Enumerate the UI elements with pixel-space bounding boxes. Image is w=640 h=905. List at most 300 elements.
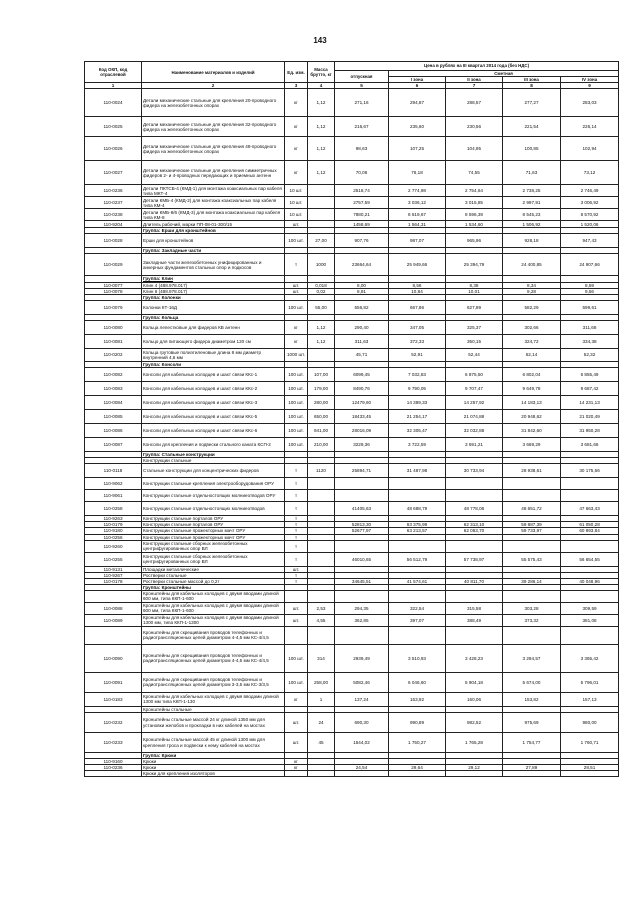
price-zone-4: 24 907,66 [561,254,619,276]
item-code: 110-0238 [85,209,142,221]
item-name: Детали КМБ-8/6 (КМД-3) для монтажа коаксиальных пар кабеля типа КМ-8 [142,209,285,221]
price-zone-4: 9,56 [561,288,619,294]
price-otpusk: 216,67 [335,117,389,137]
price-zone-3 [503,490,561,502]
item-unit: кг [285,137,308,161]
item-name: Конструкции стальные [142,458,285,464]
item-unit: т [285,502,308,516]
price-otpusk: 8,91 [335,288,389,294]
price-zone-4: 381,08 [561,614,619,626]
price-zone-4: 73,12 [561,161,619,185]
item-code: 110-0090 [85,644,142,672]
page-number: 143 [313,36,327,45]
header-mass: Масса брутто, кг [308,62,335,83]
item-name: Группа: Закладные части [142,248,285,254]
item-unit: 10 шт. [285,197,308,209]
price-otpusk: 137,24 [335,692,389,706]
table-row [85,590,619,602]
price-otpusk: 362,85 [335,614,389,626]
price-zone-2: 74,55 [446,161,503,185]
price-zone-3: 277,27 [503,89,561,117]
price-zone-2: 9 707,47 [446,382,503,396]
price-otpusk: 271,16 [335,89,389,117]
price-zone-2: 350,15 [446,334,503,348]
price-zone-3: 55 575,43 [503,552,561,566]
item-mass: 27,00 [308,234,335,248]
item-name: Крюки для крепления изоляторов [142,771,285,777]
price-zone-4: 980,00 [561,713,619,733]
price-zone-4: 2 746,49 [561,185,619,197]
price-zone-2: 29,12 [446,765,503,771]
price-zone-1: 63 375,99 [389,522,446,528]
item-unit: т [285,578,308,584]
price-zone-2 [446,590,503,602]
item-name: Кронштейны для кабельных колодцев с двумя вводами длиной 600 мм, типа ККП-1-600 [142,602,285,614]
item-name: Кронштейны для скрещивания проводов телефонных и радиотрансляционных цепей диаметром 4-4,5 мм КС-4/4,5 [142,626,285,644]
item-code: 110-9160 [85,759,142,765]
price-zone-4 [561,626,619,644]
item-unit: т [285,534,308,540]
item-unit: шт. [285,566,308,572]
col-num: 2 [142,83,285,89]
price-zone-2: 21 074,88 [446,410,503,424]
table-row [85,89,619,117]
item-unit: т [285,540,308,552]
item-code: 110-0083 [85,382,142,396]
price-zone-4: 334,38 [561,334,619,348]
price-zone-2: 62 053,70 [446,528,503,534]
item-unit: т [285,254,308,276]
header-price: Цена в рублях на III квартал 2014 года (без НДС) [335,62,619,71]
item-mass: 1,12 [308,334,335,348]
price-zone-3: 59 733,97 [503,528,561,534]
item-name: Конструкции стальные отдельностоящих молниеотводов [142,502,285,516]
price-zone-4: 5 796,01 [561,672,619,692]
price-zone-3 [503,540,561,552]
item-code: 110-9204 [85,221,142,228]
item-unit: 10 шт. [285,185,308,197]
price-zone-4 [561,590,619,602]
item-code: 110-0178 [85,578,142,584]
price-zone-1: 347,05 [389,320,446,334]
item-mass: 0,02 [308,288,335,294]
item-name: Группа: Колонки [142,294,285,300]
table-row [85,614,619,626]
price-zone-2: 388,49 [446,614,503,626]
price-zone-3: 28 938,61 [503,464,561,478]
col-num: 3 [285,83,308,89]
item-code: 110-0183 [85,692,142,706]
table-row [85,578,619,584]
price-otpusk: 294,35 [335,602,389,614]
price-otpusk: 2518,74 [335,185,389,197]
price-otpusk: 41405,63 [335,502,389,516]
item-name: Ростверки стальные [142,572,285,578]
price-otpusk: 6099,45 [335,368,389,382]
item-code: 110-0025 [85,117,142,137]
item-mass: 55,00 [308,300,335,314]
price-zone-4: 21 020,49 [561,410,619,424]
item-mass: 1000 [308,254,335,276]
item-unit: 100 шт. [285,410,308,424]
item-code: 110-0256 [85,534,142,540]
item-mass [308,502,335,516]
item-mass: 1 [308,692,335,706]
item-mass [308,490,335,502]
item-code: 110-0029 [85,254,142,276]
item-mass [308,348,335,361]
item-mass [308,478,335,490]
price-otpusk [335,626,389,644]
item-name: Кронштейны стальные массой 24 кг длиной 1350 мм для установки желобов и прокладки в них кабелей на мостах [142,713,285,733]
table-row [85,209,619,221]
table-row [85,540,619,552]
price-zone-2: 315,58 [446,602,503,614]
price-zone-2 [446,490,503,502]
item-code: 110-0078 [85,288,142,294]
item-code [85,626,142,644]
price-zone-3 [503,590,561,602]
table-row [85,713,619,733]
price-zone-2: 160,06 [446,692,503,706]
price-zone-1: 1 750,27 [389,733,446,753]
price-zone-1: 2 774,98 [389,185,446,197]
price-zone-1: 397,07 [389,614,446,626]
item-unit: кг [285,765,308,771]
item-code: 110-9131 [85,566,142,572]
item-name: Закладные части железобетонных унифицированных и анкерных фундаментов стальных опор и подкосов [142,254,285,276]
price-zone-4: 1 760,71 [561,733,619,753]
price-zone-2: 52,44 [446,348,503,361]
item-name: Кронштейны для скрещивания проводов телефонных и радиотрансляционных цепей диаметром 4-4,5 мм КС-4/4,5 [142,644,285,672]
price-zone-1: 29,64 [389,765,446,771]
price-zone-1: 372,33 [389,334,446,348]
item-name: Группа: Клин [142,276,285,282]
item-name: Кронштейны для кабельных колодцев с двумя вводами длиной 600 мм, типа ККП-1-600 [142,590,285,602]
price-zone-2: 1 534,60 [446,221,503,228]
table-row [85,771,619,777]
item-code: 110-0237 [85,197,142,209]
price-zone-1: 3 722,59 [389,438,446,452]
item-name: Кронштейны для скрещивания проводов телефонных и радиотрансляционных цепей диаметром 3-3,5 мм КС-3/3,5 [142,672,285,692]
price-zone-1: 6 046,60 [389,672,446,692]
price-zone-4: 1 520,06 [561,221,619,228]
item-mass: 1120 [308,464,335,478]
item-unit: т [285,478,308,490]
item-unit: кг [285,89,308,117]
price-zone-1: 21 254,17 [389,410,446,424]
item-unit [285,771,308,777]
item-mass: 0,018 [308,282,335,288]
table-row [85,733,619,753]
price-zone-3: 582,29 [503,300,561,314]
item-unit: кг [285,320,308,334]
item-name: Консоли для кабельных колодцев и шахт связи ККс-6 [142,424,285,438]
price-zone-2: 982,52 [446,713,503,733]
price-zone-1: 1 564,31 [389,221,446,228]
price-zone-4: 3 365,42 [561,644,619,672]
header-otpusk: отпускная [335,71,389,83]
item-name: Конструкции стальные отдельностоящих молниеотводов ОРУ [142,490,285,502]
price-zone-1: 990,89 [389,713,446,733]
table-row [85,552,619,566]
item-mass: 1,12 [308,161,335,185]
price-zone-3: 6 802,04 [503,368,561,382]
price-zone-3 [503,626,561,644]
price-zone-1 [389,626,446,644]
item-name: Конструкции стальные прожекторных мачт ОРУ [142,534,285,540]
price-zone-3: 373,32 [503,614,561,626]
item-unit: 100 шт. [285,644,308,672]
table-body [85,89,619,777]
price-zone-4 [561,490,619,502]
item-code: 110-0081 [85,334,142,348]
table-row [85,334,619,348]
price-otpusk: 2939,49 [335,644,389,672]
price-zone-1: 7 032,83 [389,368,446,382]
price-zone-3: 9 649,78 [503,382,561,396]
price-zone-1: 14 389,33 [389,396,446,410]
price-zone-1: 322,54 [389,602,446,614]
table-row [85,368,619,382]
table-row [85,478,619,490]
price-zone-2 [446,540,503,552]
item-code: 110-0026 [85,137,142,161]
item-mass: 24 [308,713,335,733]
price-zone-3: 2 738,25 [503,185,561,197]
price-zone-1: 10,84 [389,288,446,294]
item-name: Группа: Кольца [142,314,285,320]
item-code: 110-0202 [85,348,142,361]
price-otpusk: 2757,59 [335,197,389,209]
price-zone-4: 28,51 [561,765,619,771]
item-name: Детали механические стальные для крепления симметричных фидеров 2- и 4-проводных передающих и приемных антенн [142,161,285,185]
col-num: 6 [389,83,446,89]
item-unit: т [285,572,308,578]
price-zone-3: 324,72 [503,334,561,348]
price-otpusk: 290,40 [335,320,389,334]
price-zone-3: 221,54 [503,117,561,137]
price-otpusk: 1544,02 [335,733,389,753]
price-otpusk: 8,00 [335,282,389,288]
item-code: 110-0236 [85,765,142,771]
item-name: Клин 6 (488.978.017) [142,288,285,294]
item-name: Ростверки стальные массой до 0,2т [142,578,285,584]
item-code: 110-9061 [85,490,142,502]
price-zone-2: 3 015,85 [446,197,503,209]
item-mass [308,590,335,602]
table-row [85,382,619,396]
item-name: Консоли для кабельных колодцев и шахт связи ККс-2 [142,382,285,396]
item-mass: 258,00 [308,672,335,692]
item-code: 110-9267 [85,572,142,578]
item-unit: кг [285,117,308,137]
table-row [85,410,619,424]
table-row [85,137,619,161]
table-row [85,234,619,248]
item-mass: 210,00 [308,438,335,452]
item-mass [308,771,335,777]
item-code: 110-0077 [85,282,142,288]
price-zone-1: 8 619,67 [389,209,446,221]
price-zone-4: 8,59 [561,282,619,288]
price-zone-2: 1 765,28 [446,733,503,753]
item-unit: т [285,490,308,502]
price-zone-2: 2 754,64 [446,185,503,197]
price-zone-2: 62 313,10 [446,522,503,528]
price-zone-3 [503,771,561,777]
table-row [85,424,619,438]
price-zone-1: 25 949,66 [389,254,446,276]
item-name: Группа: Стальные конструкции [142,452,285,458]
price-zone-2: 104,95 [446,137,503,161]
item-mass: 1,12 [308,137,335,161]
item-name: Кольца грутовые полиэтиленовые длина 8 мм диаметр внутренний 4,6 мм [142,348,285,361]
item-name: Ерши для кронштейнов [142,234,285,248]
table-row [85,626,619,644]
item-code: 110-0236 [85,185,142,197]
price-otpusk: 690,30 [335,713,389,733]
price-zone-2: 30 733,94 [446,464,503,478]
item-code: 110-0086 [85,424,142,438]
price-zone-4: 40 048,96 [561,578,619,584]
item-mass: 314 [308,644,335,672]
header-code: Код ОКП, код отраслевой [85,62,142,83]
price-zone-2: 8,38 [446,282,503,288]
table-row [85,254,619,276]
header-zone-2: II зона [446,77,503,83]
item-name: Конструкции стальные прожекторных мачт ОРУ [142,528,285,534]
price-zone-2: 230,56 [446,117,503,137]
price-zone-1 [389,590,446,602]
price-otpusk: 70,06 [335,161,389,185]
price-zone-4: 947,43 [561,234,619,248]
price-otpusk: 45,71 [335,348,389,361]
price-zone-2: 3 691,21 [446,438,503,452]
item-code: 110-0085 [85,410,142,424]
item-mass: 280,00 [308,396,335,410]
table-row [85,672,619,692]
table-row [85,490,619,502]
price-zone-1 [389,771,446,777]
table-row [85,197,619,209]
price-zone-3: 975,69 [503,713,561,733]
item-unit: 100 шт. [285,438,308,452]
item-code: 110-0118 [85,464,142,478]
item-name: Длитель рабочий, марки ПП-08-01-300/15 [142,221,285,228]
table-row [85,161,619,185]
item-mass: 941,00 [308,424,335,438]
item-unit: т [285,464,308,478]
price-zone-3: 302,66 [503,320,561,334]
table-row [85,522,619,528]
price-zone-1: 63 213,57 [389,528,446,534]
price-table [84,61,619,777]
price-zone-3: 14 183,13 [503,396,561,410]
price-zone-3: 2 997,91 [503,197,561,209]
item-mass [308,185,335,197]
price-zone-1: 3 036,12 [389,197,446,209]
item-unit: шт. [285,282,308,288]
price-zone-2: 10,01 [446,288,503,294]
price-zone-3: 3 294,57 [503,644,561,672]
item-name: Кронштейны для кабельных колодцев с двумя вводами длиной 1300 мм, типа ККП-1-1300 [142,614,285,626]
item-name: Детали механические стальные для крепления 48-проводного фидера на железобетонных опорах [142,137,285,161]
item-mass [308,626,335,644]
item-code: 110-0258 [85,502,142,516]
price-zone-4: 599,61 [561,300,619,314]
item-mass [308,197,335,209]
item-code: 110-0091 [85,672,142,692]
price-zone-3: 8 545,23 [503,209,561,221]
item-unit [285,590,308,602]
price-zone-4: 31 950,28 [561,424,619,438]
table-row [85,692,619,706]
price-zone-1: 41 574,61 [389,578,446,584]
item-name: Крюки [142,759,285,765]
table-row [85,528,619,534]
price-zone-3: 9,28 [503,288,561,294]
price-zone-2: 325,37 [446,320,503,334]
price-zone-4: 3 681,66 [561,438,619,452]
price-zone-2: 32 032,88 [446,424,503,438]
item-code: 110-0179 [85,522,142,528]
table-row [85,117,619,137]
price-zone-2: 25 394,79 [446,254,503,276]
item-mass [308,209,335,221]
col-num: 5 [335,83,389,89]
price-otpusk: 52677,97 [335,528,389,534]
item-unit: 1000 шт. [285,348,308,361]
col-num: 1 [85,83,142,89]
item-mass [308,552,335,566]
price-zone-1 [389,490,446,502]
item-code: 110-0082 [85,368,142,382]
price-zone-1: 9 790,05 [389,382,446,396]
price-zone-3: 52,14 [503,348,561,361]
item-name: Крюки [142,765,285,771]
price-zone-3: 100,85 [503,137,561,161]
price-zone-4: 8 570,92 [561,209,619,221]
price-otpusk [335,590,389,602]
price-otpusk [335,540,389,552]
price-zone-4: 311,68 [561,320,619,334]
table-row [85,602,619,614]
item-mass [308,221,335,228]
item-name: Группа: Крюки [142,753,285,759]
item-mass: 1,12 [308,89,335,117]
item-name: Клин 4 (488.978.017) [142,282,285,288]
item-name: Стальные конструкции для концентрических фидеров [142,464,285,478]
price-zone-3: 8,34 [503,282,561,288]
item-name: Консоли для кабельных колодцев и шахт связи ККс-5 [142,410,285,424]
item-name: Конструкции стальные порталов ОРУ [142,516,285,522]
item-code: 110-9062 [85,478,142,490]
item-name: Группа: Ерши для кронштейнов [142,228,285,234]
item-mass: 2,53 [308,602,335,614]
item-name: Консоли для кабельных колодцев и шахт связи ККс-1 [142,368,285,382]
price-zone-3: 303,28 [503,602,561,614]
col-num: 9 [561,83,619,89]
item-code: 110-0255 [85,552,142,566]
item-code: 110-0080 [85,320,142,334]
item-name: Кольца лепестковые для фидеров КВ антенн [142,320,285,334]
item-name: Детали ПКТСБ-4 (КМД-1) для монтажа коаксиальных пар кабеля типа МКТ-4 [142,185,285,197]
item-unit: кг [285,334,308,348]
price-zone-1: 3 510,93 [389,644,446,672]
price-zone-4: 6 855,49 [561,368,619,382]
col-num: 4 [308,83,335,89]
